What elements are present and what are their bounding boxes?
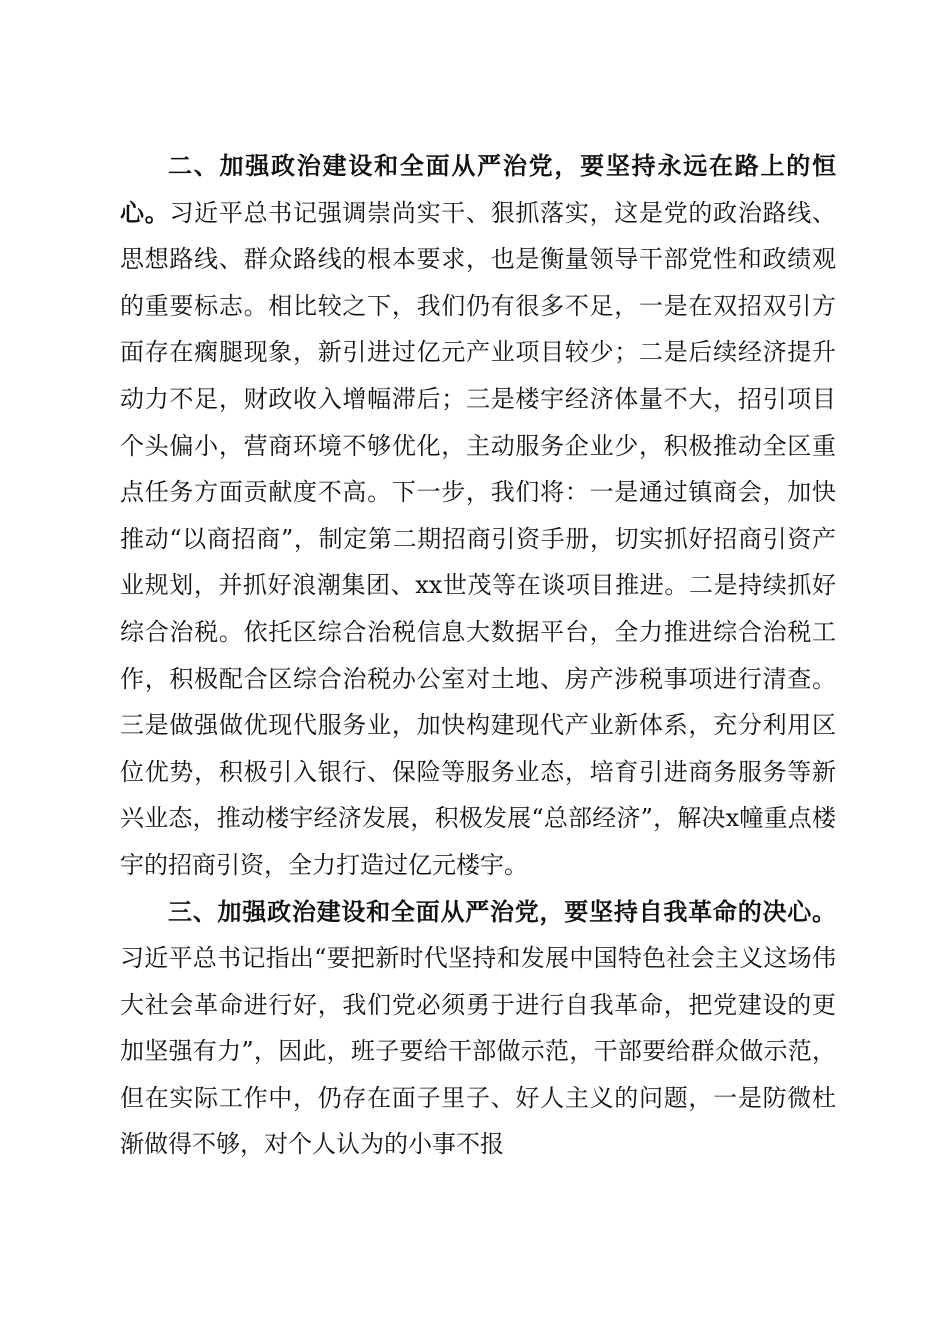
document-body (120, 143, 836, 1168)
section-3-text: 习近平总书记指出“要把新时代坚持和发展中国特色社会主义这场伟大社会革命进行好，我们党必须勇于进行自我革命，把党建设的更加坚强有力”，因此，班子要给干部做示范，干部要给群众做示范，但在实际工作中，仍存在面子里子、好人主义的问题，一是防微杜渐做得不够，对个人认为的小事不报 (120, 944, 836, 1159)
section-3-paragraph (120, 889, 836, 1169)
section-2-heading: 二、加强政治建设和全面从严治党，要坚持永远在路上的恒心。 (120, 152, 836, 227)
section-3-heading: 三、加强政治建设和全面从严治党，要坚持自我革命的决心。 (168, 897, 836, 926)
section-2-paragraph (120, 143, 836, 889)
section-2-text: 习近平总书记强调崇尚实干、狠抓落实，这是党的政治路线、思想路线、群众路线的根本要求，也是衡量领导干部党性和政绩观的重要标志。相比较之下，我们仍有很多不足，一是在双招双引方面存在瘸腿现象，新引进过亿元产业项目较少；二是后续经济提升动力不足，财政收入增幅滞后；三是楼宇经济体量不大，招引项目个头偏小，营商环境不够优化，主动服务企业少，积极推动全区重点任务方面贡献度不高。下一步，我们将：一是通过镇商会，加快推动“以商招商”，制定第二期招商引资手册，切实抓好招商引资产业规划，并抓好浪潮集团、xx世茂等在谈项目推进。二是持续抓好综合治税。依托区综合治税信息大数据平台，全力推进综合治税工作，积极配合区综合治税办公室对土地、房产涉税事项进行清查。三是做强做优现代服务业，加快构建现代产业新体系，充分利用区位优势，积极引入银行、保险等服务业态，培育引进商务服务等新兴业态，推动楼宇经济发展，积极发展“总部经济”，解决x幢重点楼宇的招商引资，全力打造过亿元楼宇。 (120, 198, 837, 879)
